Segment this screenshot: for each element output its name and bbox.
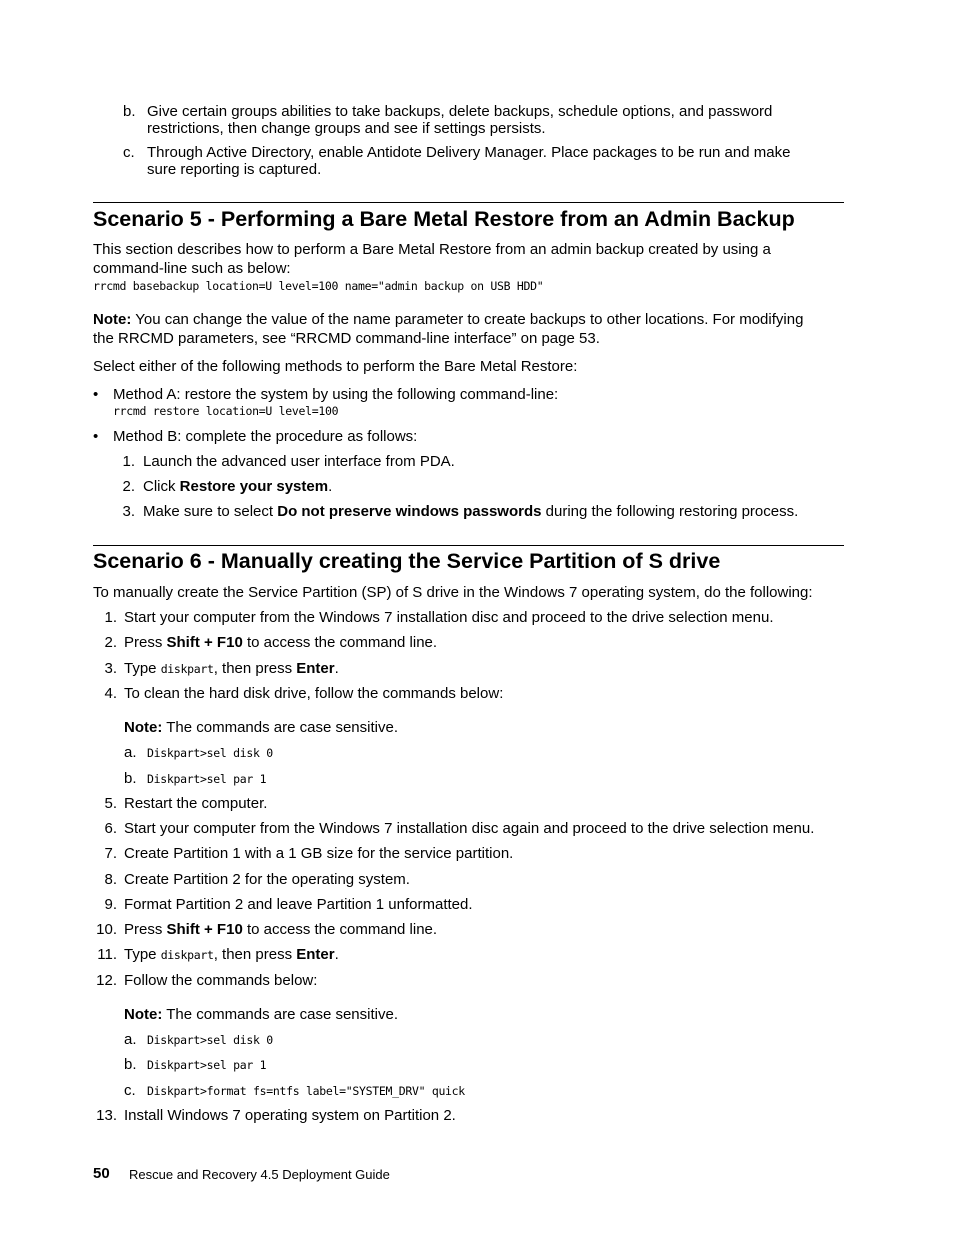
s6-marker-4: 4. xyxy=(104,685,117,702)
section-rule-scenario5 xyxy=(93,202,844,203)
note-text: You can change the value of the name parameter to create backups to other locations. For modifying xyxy=(131,311,804,328)
diskpart-code: diskpart xyxy=(160,662,214,676)
s6-sub-marker-a: a. xyxy=(124,744,137,761)
s6-marker-10: 10. xyxy=(96,921,117,938)
s6-step12: Follow the commands below: xyxy=(124,972,318,989)
s6-step2-pre: Press xyxy=(124,634,167,651)
scenario5-note-line1 xyxy=(93,311,803,328)
s6-step10-pre: Press xyxy=(124,921,167,938)
s6-step3-post: . xyxy=(334,660,339,677)
s6-marker-5: 5. xyxy=(104,795,117,812)
method-b-step3 xyxy=(143,503,798,520)
method-b-text: Method B: complete the procedure as follows: xyxy=(113,428,418,445)
s6-step3-mid: , then press xyxy=(213,660,297,677)
list-marker-b: b. xyxy=(123,103,136,120)
s6-marker-13: 13. xyxy=(96,1107,117,1124)
s6-step12a-command: Diskpart>sel disk 0 xyxy=(147,1033,273,1047)
s6-step11 xyxy=(124,946,339,964)
s6-marker-8: 8. xyxy=(104,871,117,888)
section-rule-scenario6 xyxy=(93,545,844,546)
s6-step2 xyxy=(124,634,437,651)
step-marker-2: 2. xyxy=(122,478,135,495)
s6-step8: Create Partition 2 for the operating system. xyxy=(124,871,410,888)
shift-f10-label: Shift + F10 xyxy=(166,921,243,938)
note-label: Note: xyxy=(124,719,163,736)
s6-step11-post: . xyxy=(334,946,339,963)
scenario5-intro-line1: This section describes how to perform a Bare Metal Restore from an admin backup created by using a xyxy=(93,241,771,258)
bullet-method-a: • xyxy=(93,386,99,403)
list-item-b-line2: restrictions, then change groups and see if settings persists. xyxy=(147,120,546,137)
s6-marker-6: 6. xyxy=(104,820,117,837)
note-text: The commands are case sensitive. xyxy=(162,719,398,736)
list-item-c-line1: Through Active Directory, enable Antidote Delivery Manager. Place packages to be run and make xyxy=(147,144,791,161)
s6-note2 xyxy=(124,1006,398,1023)
scenario6-intro: To manually create the Service Partition (SP) of S drive in the Windows 7 operating system, do the following: xyxy=(93,584,813,601)
s6-marker-2: 2. xyxy=(104,634,117,651)
step-marker-3: 3. xyxy=(122,503,135,520)
s6-sub-marker-b: b. xyxy=(124,770,137,787)
scenario5-heading: Scenario 5 - Performing a Bare Metal Restore from an Admin Backup xyxy=(93,207,795,231)
method-a-command: rrcmd restore location=U level=100 xyxy=(113,404,339,418)
step2-post: . xyxy=(328,478,333,495)
s6-step7: Create Partition 1 with a 1 GB size for the service partition. xyxy=(124,845,514,862)
scenario6-heading: Scenario 6 - Manually creating the Service Partition of S drive xyxy=(93,549,721,573)
s6-step4: To clean the hard disk drive, follow the commands below: xyxy=(124,685,504,702)
enter-label: Enter xyxy=(296,660,335,677)
s6-note1 xyxy=(124,719,398,736)
s6-step6: Start your computer from the Windows 7 installation disc again and proceed to the drive selection menu. xyxy=(124,820,815,837)
note-text: The commands are case sensitive. xyxy=(162,1006,398,1023)
s6-marker-12: 12. xyxy=(96,972,117,989)
s6-step12c-command: Diskpart>format fs=ntfs label="SYSTEM_DRV" quick xyxy=(147,1084,465,1098)
diskpart-code: diskpart xyxy=(160,948,214,962)
method-b-step2 xyxy=(143,478,332,495)
step2-pre: Click xyxy=(143,478,180,495)
list-item-b-line1: Give certain groups abilities to take backups, delete backups, schedule options, and password xyxy=(147,103,773,120)
scenario5-note-line2: the RRCMD parameters, see “RRCMD command-line interface” on page 53. xyxy=(93,330,600,347)
s6-sub-marker-a2: a. xyxy=(124,1031,137,1048)
scenario5-intro-line2: command-line such as below: xyxy=(93,260,291,277)
shift-f10-label: Shift + F10 xyxy=(166,634,243,651)
s6-step11-pre: Type xyxy=(124,946,161,963)
restore-your-system-label: Restore your system xyxy=(179,478,329,495)
s6-sub-marker-c2: c. xyxy=(124,1082,136,1099)
s6-step2-post: to access the command line. xyxy=(242,634,438,651)
s6-marker-7: 7. xyxy=(104,845,117,862)
s6-step1: Start your computer from the Windows 7 installation disc and proceed to the drive selection menu. xyxy=(124,609,774,626)
s6-step4a-command: Diskpart>sel disk 0 xyxy=(147,746,273,760)
scenario5-select-text: Select either of the following methods to perform the Bare Metal Restore: xyxy=(93,358,578,375)
step-marker-1: 1. xyxy=(122,453,135,470)
enter-label: Enter xyxy=(296,946,335,963)
list-marker-c: c. xyxy=(123,144,135,161)
note-label: Note: xyxy=(93,311,132,328)
s6-step13: Install Windows 7 operating system on Partition 2. xyxy=(124,1107,456,1124)
s6-marker-11: 11. xyxy=(97,946,117,963)
scenario5-command: rrcmd basebackup location=U level=100 name="admin backup on USB HDD" xyxy=(93,279,544,293)
s6-marker-9: 9. xyxy=(104,896,117,913)
note-label: Note: xyxy=(124,1006,163,1023)
footer-title: Rescue and Recovery 4.5 Deployment Guide xyxy=(129,1167,390,1182)
do-not-preserve-label: Do not preserve windows passwords xyxy=(277,503,542,520)
s6-step11-mid: , then press xyxy=(213,946,297,963)
list-item-c-line2: sure reporting is captured. xyxy=(147,161,322,178)
s6-step5: Restart the computer. xyxy=(124,795,268,812)
s6-sub-marker-b2: b. xyxy=(124,1056,137,1073)
s6-step10 xyxy=(124,921,437,938)
step3-post: during the following restoring process. xyxy=(541,503,799,520)
step3-pre: Make sure to select xyxy=(143,503,278,520)
s6-step4b-command: Diskpart>sel par 1 xyxy=(147,772,267,786)
bullet-method-b: • xyxy=(93,428,99,445)
s6-step3 xyxy=(124,660,339,678)
s6-marker-1: 1. xyxy=(104,609,117,626)
s6-step3-pre: Type xyxy=(124,660,161,677)
method-b-step1: Launch the advanced user interface from PDA. xyxy=(143,453,455,470)
page-number: 50 xyxy=(93,1165,110,1182)
s6-step9: Format Partition 2 and leave Partition 1 unformatted. xyxy=(124,896,473,913)
s6-step10-post: to access the command line. xyxy=(242,921,438,938)
s6-marker-3: 3. xyxy=(104,660,117,677)
s6-step12b-command: Diskpart>sel par 1 xyxy=(147,1058,267,1072)
method-a-text: Method A: restore the system by using the following command-line: xyxy=(113,386,559,403)
